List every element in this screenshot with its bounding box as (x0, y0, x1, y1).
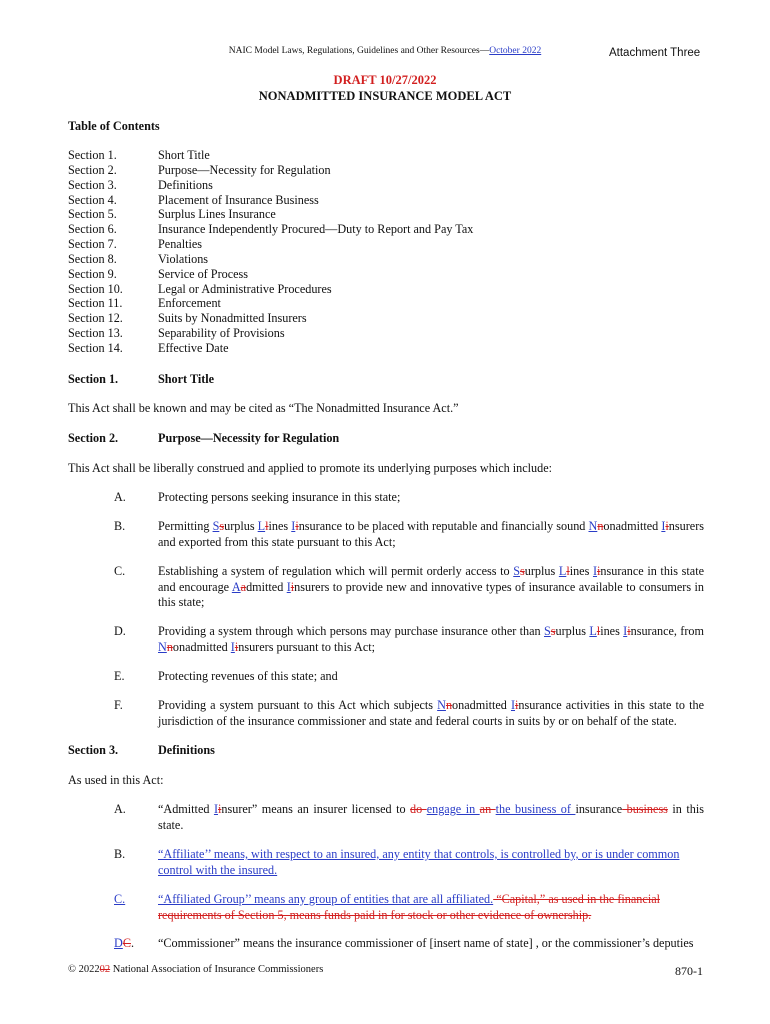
list-item (114, 490, 704, 506)
draft-label: DRAFT 10/27/2022 (333, 73, 437, 87)
item-label: E. (114, 669, 125, 683)
page-number: 870-1 (675, 964, 703, 978)
item-label: A. (114, 802, 126, 816)
item-label: B. (114, 847, 126, 861)
running-header-text: NAIC Model Laws, Regulations, Guidelines and Other Resources— (228, 46, 490, 56)
toc-row (68, 296, 473, 311)
item-label: DC. (114, 936, 134, 950)
toc-section-title: Insurance Independently Procured—Duty to Report and Pay Tax (158, 222, 474, 237)
toc-row (68, 282, 473, 297)
toc-section-title: Legal or Administrative Procedures (158, 281, 332, 296)
attachment-label: Attachment Three (609, 47, 701, 59)
toc-section-number: Section 12. (68, 311, 123, 326)
table-of-contents (68, 148, 473, 356)
toc-section-number: Section 5. (68, 207, 117, 222)
toc-section-title: Penalties (158, 237, 203, 252)
item-text: Protecting persons seeking insurance in this state; (158, 490, 401, 504)
section-number: Section 1. (68, 372, 119, 386)
toc-row (68, 193, 473, 208)
toc-section-number: Section 4. (68, 192, 117, 207)
section-number: Section 2. (68, 431, 119, 445)
toc-section-title: Purpose—Necessity for Regulation (158, 162, 331, 177)
item-text-inserted: “Affiliate’’ means, with respect to an insured, any entity that controls, is controlled by, or is under common control with the insured. (158, 847, 680, 877)
toc-section-title: Enforcement (158, 296, 221, 311)
list-item (114, 698, 704, 729)
toc-section-number: Section 10. (68, 281, 123, 296)
section-number: Section 3. (68, 743, 119, 757)
section-3-intro: As used in this Act: (68, 773, 164, 787)
toc-section-title: Short Title (158, 148, 210, 162)
item-text: Establishing a system of regulation which will permit orderly access to Ssurplus Llines Iinsurance in this state and encourage Aadmitted Iinsurers to provide new and innovative types of insurance available to consumers in this state; (158, 564, 704, 609)
toc-row (68, 267, 473, 282)
toc-section-title: Suits by Nonadmitted Insurers (158, 311, 307, 326)
item-text: “Admitted Iinsurer” means an insurer licensed to do engage in an the business of insurance business in this state. (158, 802, 704, 832)
toc-row (68, 222, 473, 237)
definition-item (114, 892, 704, 923)
section-2-heading (68, 431, 339, 446)
toc-section-title: Definitions (158, 177, 213, 192)
item-label: F. (114, 698, 123, 712)
toc-section-number: Section 3. (68, 177, 117, 192)
item-label: B. (114, 519, 126, 533)
toc-row (68, 163, 473, 178)
running-header-date: October 2022 (489, 46, 542, 56)
item-text: Providing a system through which persons may purchase insurance other than Ssurplus Llines Iinsurance, from Nnonadmitted Iinsurers pursuant to this Act; (158, 624, 704, 654)
section-1-heading (68, 372, 214, 387)
list-item (114, 669, 704, 685)
item-text: Protecting revenues of this state; and (158, 669, 338, 683)
section-title: Short Title (158, 372, 215, 386)
section-title: Purpose—Necessity for Regulation (158, 431, 340, 445)
definition-item (114, 802, 704, 833)
toc-section-title: Violations (158, 251, 209, 266)
toc-section-number: Section 13. (68, 326, 123, 341)
toc-row (68, 207, 473, 222)
act-title: NONADMITTED INSURANCE MODEL ACT (258, 89, 512, 103)
toc-row (68, 252, 473, 267)
toc-section-number: Section 7. (68, 237, 117, 252)
list-item (114, 624, 704, 655)
page-footer (68, 964, 703, 979)
toc-section-title: Service of Process (158, 266, 249, 281)
toc-section-number: Section 14. (68, 340, 123, 355)
toc-row (68, 326, 473, 341)
item-text: “Affiliated Group’’ means any group of entities that are all affiliated. “Capital,” as used in the financial requirements of Section 5, means funds paid in for stock or other evidence of ownership. (158, 892, 660, 922)
toc-section-title: Effective Date (158, 340, 229, 355)
item-text: Providing a system pursuant to this Act which subjects Nnonadmitted Iinsurance activities in this state to the jurisdiction of the insurance commissioner and state and federal courts in suits by or on behalf of the state. (158, 698, 704, 728)
toc-row (68, 148, 473, 163)
toc-section-title: Placement of Insurance Business (158, 192, 319, 207)
item-label: D. (114, 624, 126, 638)
definition-item (114, 936, 704, 952)
section-2-intro: This Act shall be liberally construed and applied to promote its underlying purposes which include: (68, 461, 553, 475)
toc-row (68, 178, 473, 193)
toc-section-number: Section 8. (68, 251, 117, 266)
toc-section-number: Section 6. (68, 222, 117, 237)
item-text: Permitting Ssurplus Llines Iinsurance to be placed with reputable and financially sound Nnonadmitted Iinsurers and exported from this state pursuant to this Act; (158, 519, 704, 549)
toc-section-number: Section 9. (68, 266, 117, 281)
item-label: C. (114, 892, 126, 906)
toc-section-number: Section 1. (68, 148, 117, 162)
section-3-heading (68, 743, 215, 758)
toc-section-number: Section 2. (68, 162, 117, 177)
item-text: “Commissioner” means the insurance commissioner of [insert name of state] , or the commissioner’s deputies (158, 936, 694, 950)
toc-heading: Table of Contents (68, 119, 160, 133)
list-item (114, 519, 704, 550)
toc-section-title: Surplus Lines Insurance (158, 207, 276, 222)
toc-row (68, 237, 473, 252)
item-label: C. (114, 564, 126, 578)
copyright: © 202202 National Association of Insurance Commissioners (68, 964, 324, 975)
section-title: Definitions (158, 743, 215, 757)
toc-section-title: Separability of Provisions (158, 326, 285, 341)
toc-row (68, 341, 473, 356)
section-1-text: This Act shall be known and may be cited as “The Nonadmitted Insurance Act.” (68, 401, 459, 415)
definition-item (114, 847, 704, 878)
toc-section-number: Section 11. (68, 296, 123, 311)
item-label: A. (114, 490, 126, 504)
toc-row (68, 311, 473, 326)
list-item (114, 564, 704, 611)
